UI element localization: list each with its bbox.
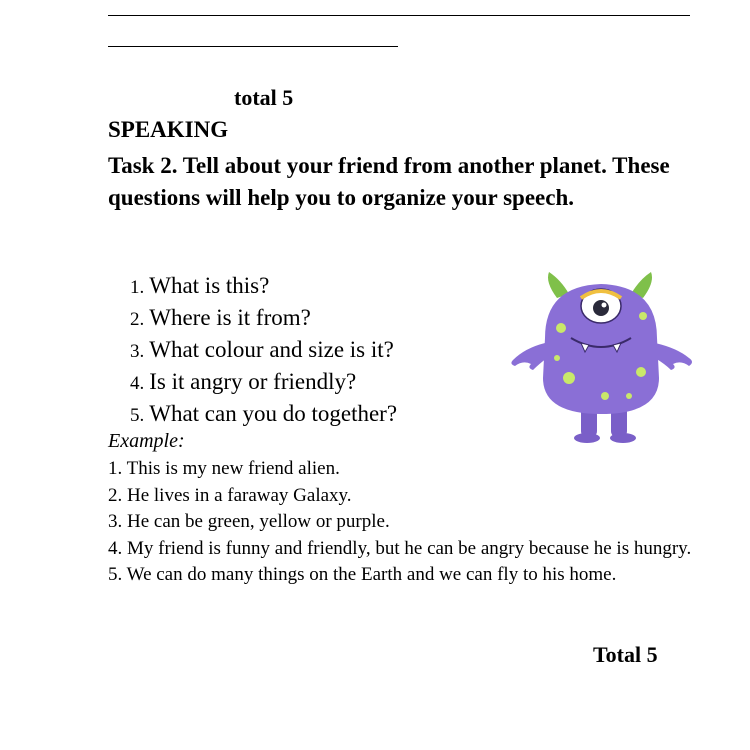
question-item [130,302,397,334]
example-line: 2. He lives in a faraway Galaxy. [108,484,352,506]
example-line: 4. My friend is funny and friendly, but he can be angry because he is hungry. [108,537,692,559]
monster-foot-left [574,433,600,443]
monster-pupil [593,300,609,316]
question-text: Is it angry or friendly? [149,369,357,394]
example-line: 3. He can be green, yellow or purple. [108,511,390,532]
question-number: 3. [130,341,145,362]
monster-foot-right [610,433,636,443]
task-instruction: Task 2. Tell about your friend from another planet. These questions will help you to organize your speech. [108,153,670,210]
answer-line-2 [108,46,398,47]
alien-monster-icon [505,268,697,446]
question-list [130,270,397,430]
question-number: 2. [130,309,145,330]
monster-spot [636,367,646,377]
question-item [130,270,397,302]
question-item [130,334,397,366]
monster-spot [601,392,609,400]
question-text: What is this? [149,273,270,298]
question-item [130,366,397,398]
monster-pupil-shine [602,303,607,308]
question-number: 4. [130,373,145,394]
monster-spot [554,355,560,361]
example-line: 1. This is my new friend alien. [108,458,340,479]
example-list [108,456,698,589]
question-number: 5. [130,405,145,426]
question-text: What colour and size is it? [149,337,394,362]
monster-spot [563,372,575,384]
question-text: Where is it from? [149,305,311,330]
question-item [130,398,397,430]
example-label: Example: [108,430,185,452]
section-heading: SPEAKING [108,117,229,142]
monster-spot [639,312,647,320]
monster-arm-right [655,343,692,370]
example-line: 5. We can do many things on the Earth and we can fly to his home. [108,564,617,585]
answer-line-1 [108,15,690,16]
total-score-top: total 5 [234,85,294,110]
question-text: What can you do together? [149,401,398,426]
question-number: 1. [130,277,145,298]
total-score-bottom: Total 5 [593,642,658,667]
monster-arm-left [511,343,547,370]
monster-spot [556,323,566,333]
monster-spot [626,393,632,399]
